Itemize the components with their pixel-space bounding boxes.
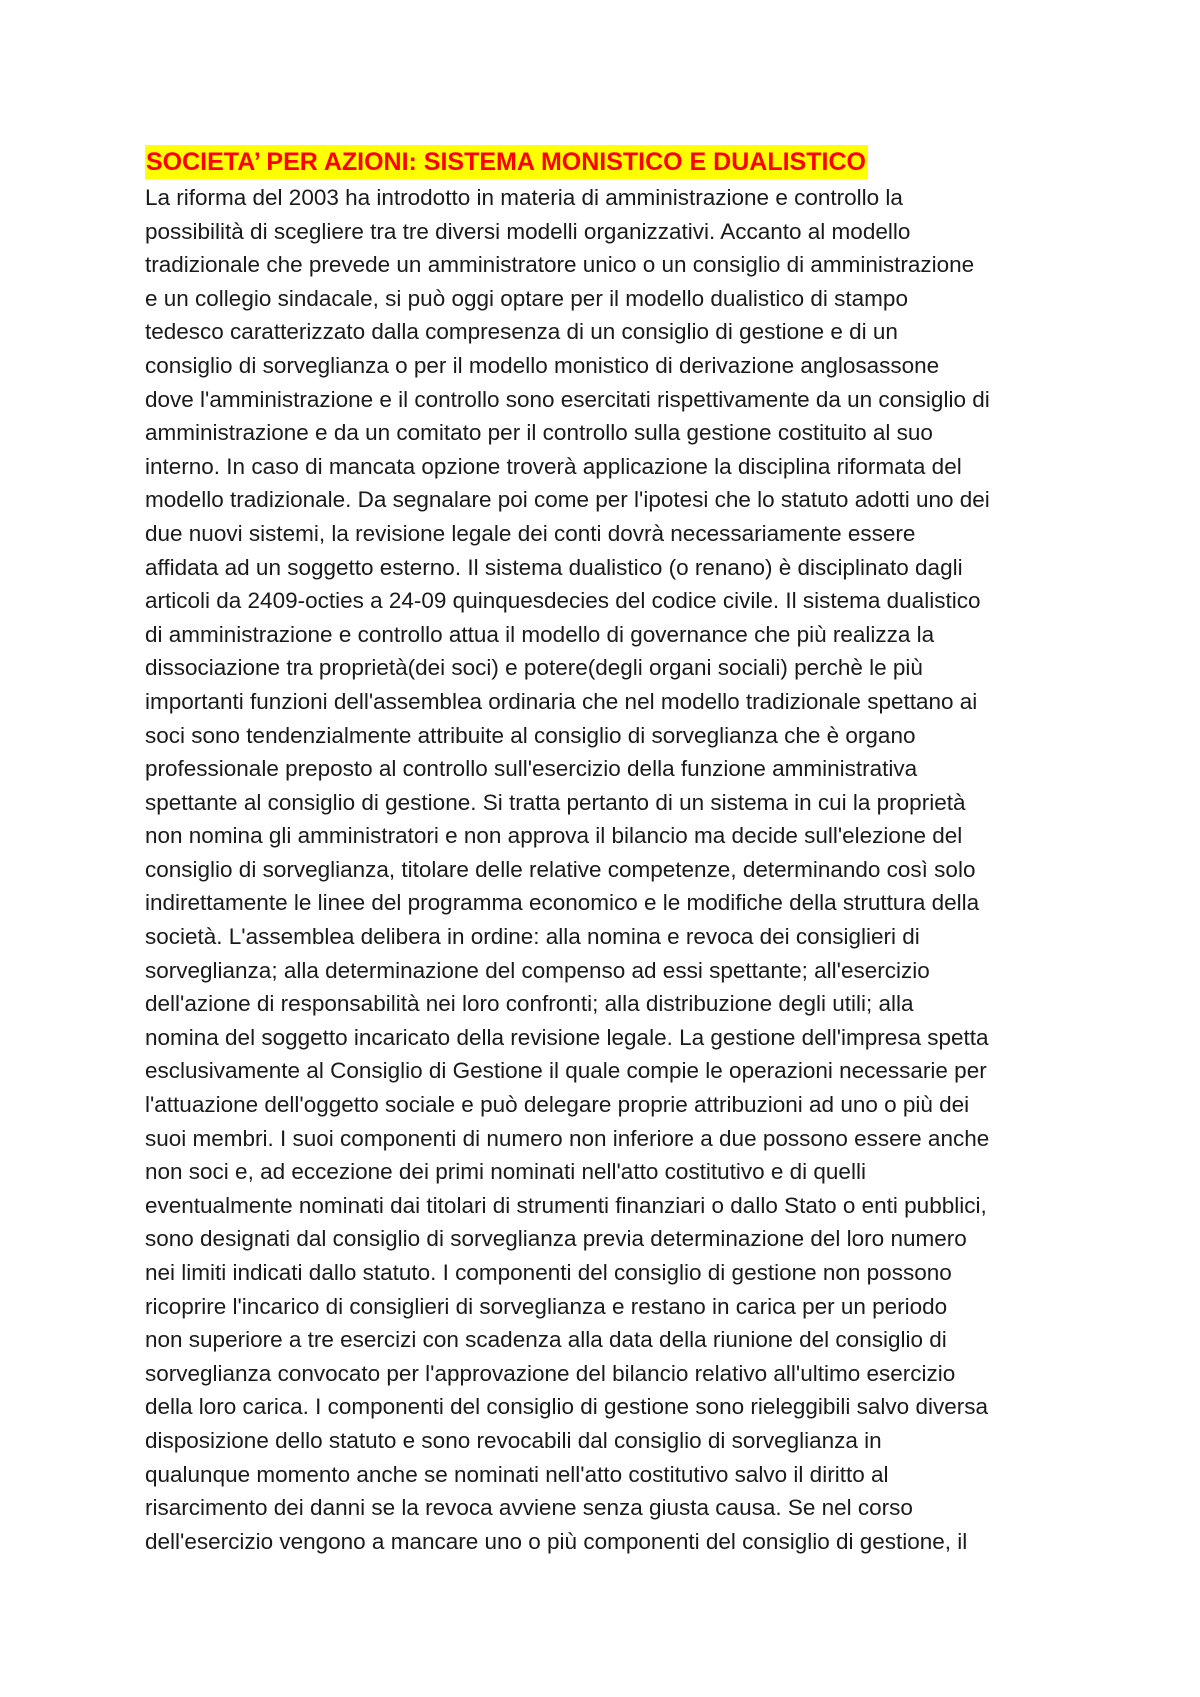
body-line: La riforma del 2003 ha introdotto in materia di amministrazione e controllo la xyxy=(145,185,903,210)
body-line: modello tradizionale. Da segnalare poi come per l'ipotesi che lo statuto adotti uno dei xyxy=(145,487,990,513)
body-line: consiglio di sorveglianza, titolare delle relative competenze, determinando così solo xyxy=(145,856,976,882)
body-line: dell'azione di responsabilità nei loro confronti; alla distribuzione degli utili; alla xyxy=(145,991,914,1017)
body-line: affidata ad un soggetto esterno. Il sistema dualistico (o renano) è disciplinato dagli xyxy=(145,554,963,580)
body-line: indirettamente le linee del programma economico e le modifiche della struttura della xyxy=(145,890,980,916)
body-line: eventualmente nominati dai titolari di strumenti finanziari o dallo Stato o enti pubblici, xyxy=(145,1192,987,1218)
body-line: articoli da 2409-octies a 24-09 quinquesdecies del codice civile. Il sistema dualistico xyxy=(145,588,981,614)
body-line: spettante al consiglio di gestione. Si tratta pertanto di un sistema in cui la proprietà xyxy=(145,789,966,815)
document-content xyxy=(145,145,1065,1558)
body-line: suoi membri. I suoi componenti di numero non inferiore a due possono essere anche xyxy=(145,1125,990,1151)
body-line: qualunque momento anche se nominati nell'atto costitutivo salvo il diritto al xyxy=(145,1461,889,1487)
body-line: della loro carica. I componenti del consiglio di gestione sono rieleggibili salvo diversa xyxy=(145,1394,988,1420)
body-line: di amministrazione e controllo attua il modello di governance che più realizza la xyxy=(145,621,935,647)
body-line: ricoprire l'incarico di consiglieri di sorveglianza e restano in carica per un periodo xyxy=(145,1293,948,1319)
body-line: non soci e, ad eccezione dei primi nominati nell'atto costitutivo e di quelli xyxy=(145,1159,866,1185)
body-line: dove l'amministrazione e il controllo sono esercitati rispettivamente da un consiglio di xyxy=(145,386,990,412)
body-line: non superiore a tre esercizi con scadenza alla data della riunione del consiglio di xyxy=(145,1327,947,1353)
body-line: consiglio di sorveglianza o per il modello monistico di derivazione anglosassone xyxy=(145,352,940,378)
body-line: importanti funzioni dell'assemblea ordinaria che nel modello tradizionale spettano ai xyxy=(145,688,978,714)
body-line: società. L'assemblea delibera in ordine: alla nomina e revoca dei consiglieri di xyxy=(145,924,920,950)
body-line: non nomina gli amministratori e non approva il bilancio ma decide sull'elezione del xyxy=(145,823,963,849)
body-line: disposizione dello statuto e sono revocabili dal consiglio di sorveglianza in xyxy=(145,1427,882,1453)
body-line: due nuovi sistemi, la revisione legale dei conti dovrà necessariamente essere xyxy=(145,520,916,546)
body-line: nei limiti indicati dallo statuto. I componenti del consiglio di gestione non possono xyxy=(145,1260,952,1285)
body-line: amministrazione e da un comitato per il controllo sulla gestione costituito al suo xyxy=(145,420,933,446)
body-line: sorveglianza; alla determinazione del compenso ad essi spettante; all'esercizio xyxy=(145,957,930,983)
document-body xyxy=(145,181,1065,1558)
body-line: risarcimento dei danni se la revoca avviene senza giusta causa. Se nel corso xyxy=(145,1495,913,1521)
body-line: tedesco caratterizzato dalla compresenza di un consiglio di gestione e di un xyxy=(145,319,898,345)
body-line: tradizionale che prevede un amministratore unico o un consiglio di amministrazione xyxy=(145,252,975,278)
body-line: soci sono tendenzialmente attribuite al consiglio di sorveglianza che è organo xyxy=(145,722,916,748)
body-line: interno. In caso di mancata opzione troverà applicazione la disciplina riformata del xyxy=(145,453,962,479)
body-line: dissociazione tra proprietà(dei soci) e potere(degli organi sociali) perchè le più xyxy=(145,655,923,681)
body-line: professionale preposto al controllo sull'esercizio della funzione amministrativa xyxy=(145,756,918,782)
body-line: esclusivamente al Consiglio di Gestione il quale compie le operazioni necessarie per xyxy=(145,1058,987,1084)
document-title: SOCIETA’ PER AZIONI: SISTEMA MONISTICO E DUALISTICO xyxy=(145,145,868,179)
body-line: l'attuazione dell'oggetto sociale e può delegare proprie attribuzioni ad uno o più dei xyxy=(145,1092,970,1118)
body-line: possibilità di scegliere tra tre diversi modelli organizzativi. Accanto al modello xyxy=(145,218,911,244)
body-line: e un collegio sindacale, si può oggi optare per il modello dualistico di stampo xyxy=(145,285,908,311)
body-line: sorveglianza convocato per l'approvazione del bilancio relativo all'ultimo esercizio xyxy=(145,1360,956,1386)
body-line: dell'esercizio vengono a mancare uno o più componenti del consiglio di gestione, il xyxy=(145,1528,968,1554)
body-line: sono designati dal consiglio di sorveglianza previa determinazione del loro numero xyxy=(145,1226,967,1252)
title-wrapper xyxy=(145,145,1065,179)
body-line: nomina del soggetto incaricato della revisione legale. La gestione dell'impresa spetta xyxy=(145,1024,989,1050)
